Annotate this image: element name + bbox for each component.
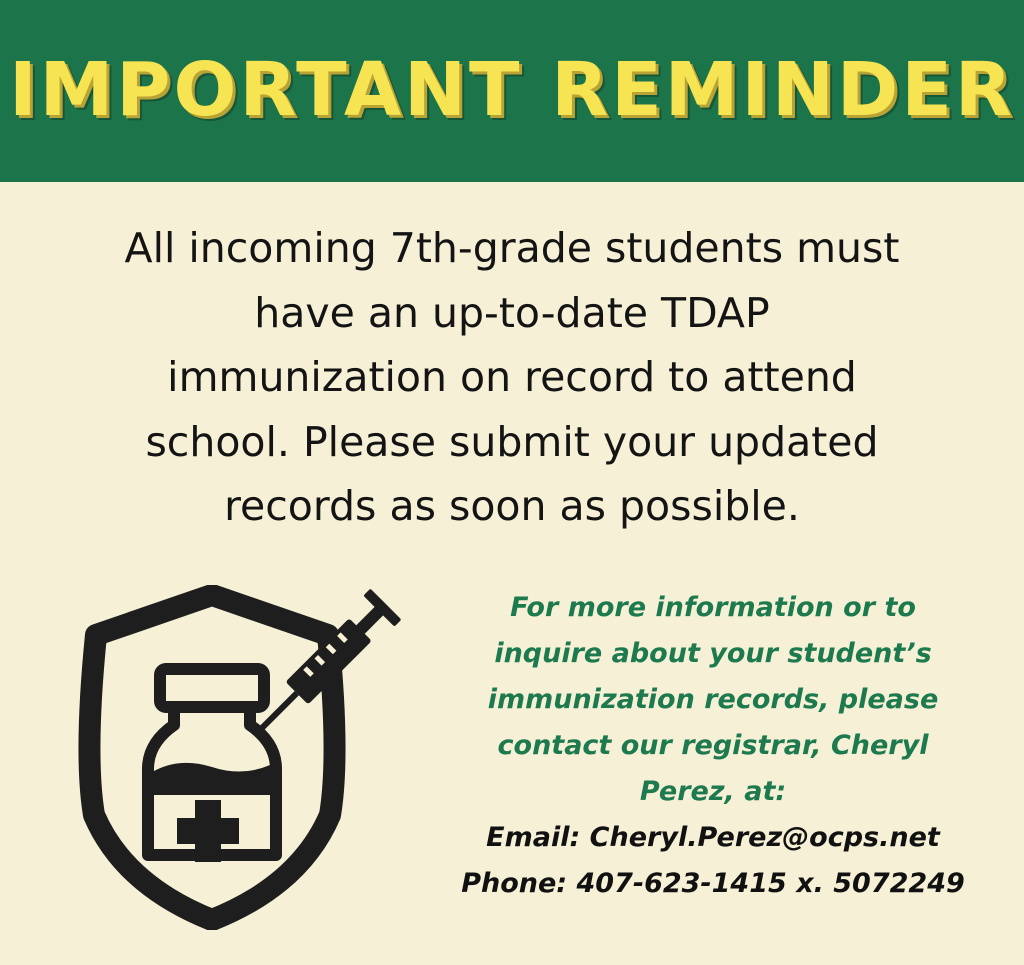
message-line: All incoming 7th-grade students must bbox=[124, 224, 900, 272]
contact-phone: Phone: 407-623-1415 x. 5072249 bbox=[461, 868, 965, 899]
main-message bbox=[40, 216, 984, 539]
contact-info-line: inquire about your student’s bbox=[494, 638, 932, 669]
message-line: immunization on record to attend bbox=[167, 353, 857, 401]
contact-section bbox=[430, 585, 996, 907]
message-line: have an up-to-date TDAP bbox=[254, 288, 770, 337]
contact-info-line: immunization records, please bbox=[487, 684, 939, 715]
contact-info-text bbox=[430, 585, 996, 815]
message-line: records as soon as possible. bbox=[224, 482, 800, 530]
contact-info-line: Perez, at: bbox=[639, 776, 787, 807]
contact-email: Email: Cheryl.Perez@ocps.net bbox=[486, 822, 940, 853]
header-banner bbox=[0, 0, 1024, 182]
page-title: IMPORTANT REMINDER bbox=[9, 47, 1015, 133]
message-line: school. Please submit your updated bbox=[145, 417, 879, 466]
vaccine-shield-icon bbox=[70, 585, 420, 930]
contact-info-line: contact our registrar, Cheryl bbox=[497, 730, 929, 761]
contact-info-line: For more information or to bbox=[510, 592, 916, 623]
